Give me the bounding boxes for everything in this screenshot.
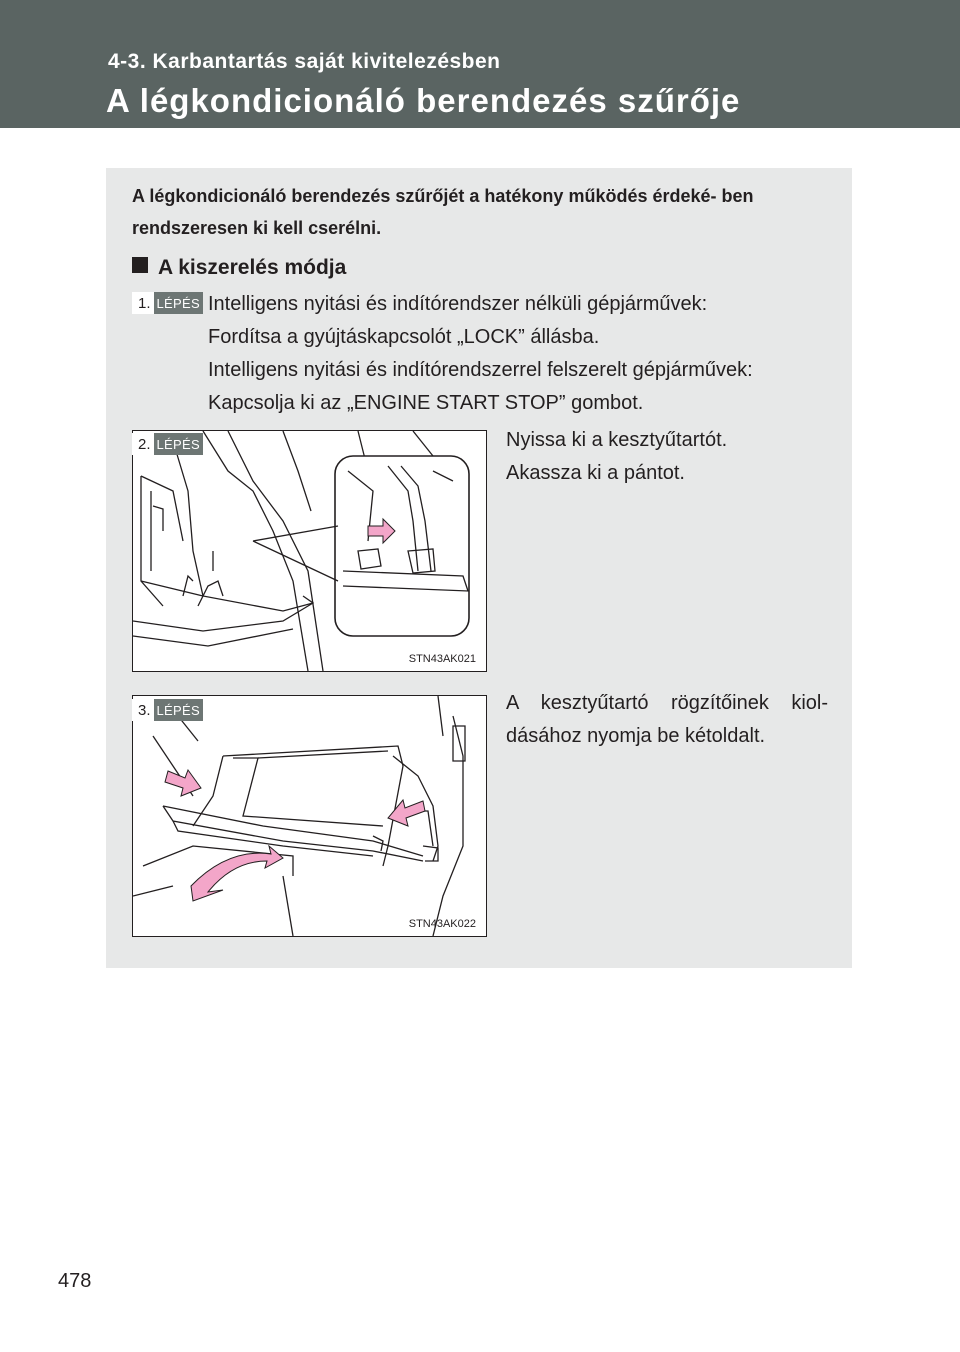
- page-header: [0, 0, 960, 128]
- step-2-badge: [132, 433, 203, 455]
- step-number: 1.: [132, 292, 154, 314]
- step-1-text: [208, 288, 838, 420]
- step-2-line: Akassza ki a pántot.: [506, 462, 685, 484]
- step-3-text: [506, 687, 828, 753]
- step-1-line: Fordítsa a gyújtáskapcsolót „LOCK” állásba.: [208, 326, 600, 348]
- glovebox-strap-illustration: [133, 431, 486, 671]
- figure-code: STN43AK021: [408, 653, 476, 665]
- step-3-badge: [132, 699, 203, 721]
- step-3-line: A kesztyűtartó rögzítőinek kiol-: [506, 692, 828, 714]
- step-1-line: Intelligens nyitási és indítórendszerrel felszerelt gépjárművek:: [208, 359, 753, 381]
- intro-text: A légkondicionáló berendezés szűrőjét a hatékony működés érdeké- ben rendszeresen ki kell cserélni.: [132, 186, 754, 238]
- square-bullet-icon: [132, 257, 148, 273]
- step-number: 3.: [132, 699, 154, 721]
- step-3-line: dásához nyomja be kétoldalt.: [506, 725, 766, 747]
- step-number: 2.: [132, 433, 154, 455]
- step-label: LÉPÉS: [154, 292, 203, 314]
- step-2-figure: [132, 430, 487, 672]
- section-title: 4-3. Karbantartás saját kivitelezésben: [108, 50, 501, 73]
- subheading-text: A kiszerelés módja: [158, 256, 347, 279]
- step-2-line: Nyissa ki a kesztyűtartót.: [506, 429, 728, 451]
- step-label: LÉPÉS: [154, 433, 203, 455]
- page-number: 478: [58, 1270, 92, 1292]
- glovebox-release-illustration: [133, 696, 486, 936]
- figure-code: STN43AK022: [408, 918, 476, 930]
- step-label: LÉPÉS: [154, 699, 203, 721]
- subheading: [132, 256, 346, 280]
- page-title: A légkondicionáló berendezés szűrője: [106, 82, 741, 119]
- step-1-line: Intelligens nyitási és indítórendszer nélküli gépjárművek:: [208, 293, 708, 315]
- step-3-figure: [132, 695, 487, 937]
- step-1-line: Kapcsolja ki az „ENGINE START STOP” gombot.: [208, 392, 644, 414]
- step-1-badge: [132, 292, 203, 314]
- step-2-text: [506, 424, 836, 490]
